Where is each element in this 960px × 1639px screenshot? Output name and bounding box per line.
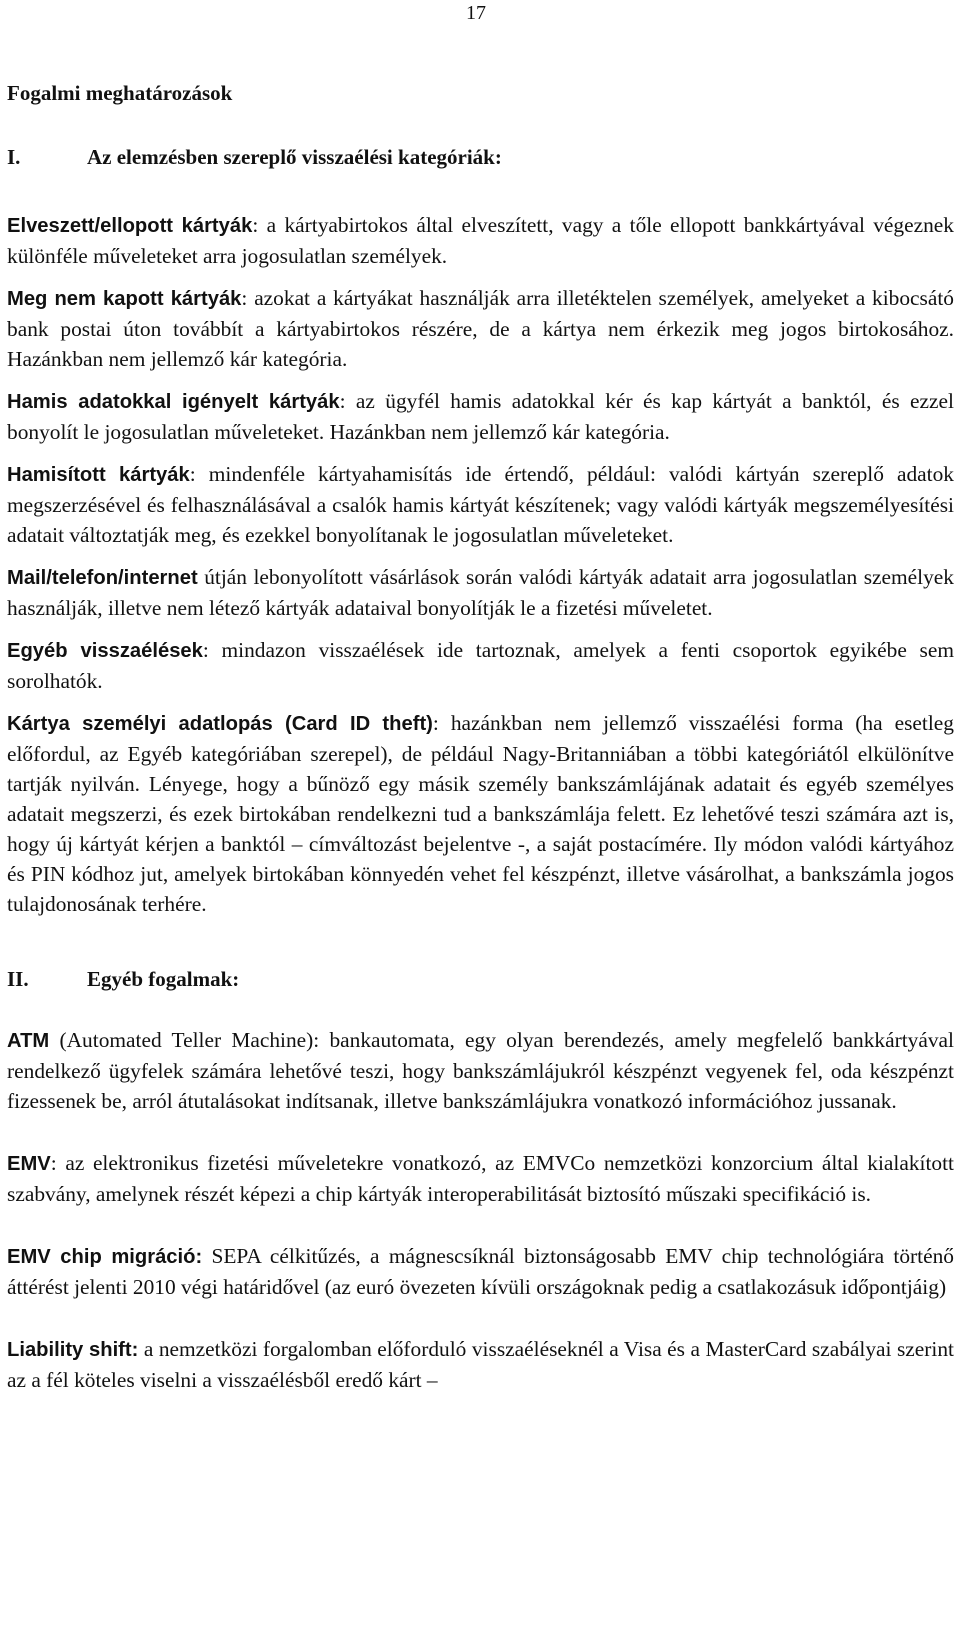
page-title: Fogalmi meghatározások (7, 81, 233, 105)
definition-term: Egyéb visszaélések (7, 640, 203, 662)
term-separator: : (202, 638, 222, 662)
definition-term: Elveszett/ellopott kártyák (7, 215, 253, 237)
definition-other-fraud (7, 635, 954, 696)
definition-term: Hamisított kártyák (7, 464, 190, 486)
section-number: I. (7, 145, 21, 169)
definition-text: (Automated Teller Machine): bankautomata, egy olyan berendezés, amely megfelelő bankkártyával rendelkező ügyfelek számára lehetővé teszi, hogy bankszámlájukról készpénzt vegyenek fel, oda készpénzt fizessenek be, arról átutalásokat indítsanak, illetve bankszámlájukra vonatkozó információhoz jussanak. (7, 1028, 954, 1113)
definition-false-application (7, 386, 954, 447)
page-number: 17 (466, 2, 486, 24)
section-heading-1 (7, 142, 954, 172)
definition-emv (7, 1148, 954, 1209)
definition-text: a kártyabirtokos által elveszített, vagy a tőle ellopott bankkártyával végeznek különféle műveleteket arra jogosulatlan személyek. (7, 213, 954, 268)
definition-emv-chip-migration (7, 1241, 954, 1302)
section-number: II. (7, 967, 29, 991)
section-heading-2 (7, 964, 954, 994)
definition-card-not-present (7, 562, 954, 623)
definition-term: Hamis adatokkal igényelt kártyák (7, 391, 340, 413)
term-separator: : (189, 462, 209, 486)
term-separator: : (339, 389, 356, 413)
definition-text: azokat a kártyákat használják arra illetéktelen személyek, amelyeket a kibocsátó bank postai úton továbbít a kártyabirtokos részére, de a kártya nem érkezik meg jogos birtokosához. Hazánkban nem jellemző kár kategória. (7, 286, 954, 371)
section-title: Egyéb fogalmak: (87, 967, 240, 991)
definition-text: az elektronikus fizetési műveletekre vonatkozó, az EMVCo nemzetközi konzorcium által kialakított szabvány, amelynek részét képezi a chip kártyák interoperabilitását biztosító műszaki specifikáció is. (7, 1151, 955, 1206)
definition-not-received (7, 283, 954, 374)
definition-text: a nemzetközi forgalomban előforduló visszaéléseknél a Visa és a MasterCard szabályai szerint az a fél köteles viselni a visszaélésből eredő kárt – (7, 1337, 954, 1392)
definition-term: EMV (7, 1153, 51, 1175)
term-separator: : (252, 213, 267, 237)
term-separator: : (432, 711, 451, 735)
term-separator: : (241, 286, 255, 310)
definition-term: Liability shift: (7, 1339, 139, 1361)
section-title: Az elemzésben szereplő visszaélési kategóriák: (87, 145, 502, 169)
definition-counterfeit (7, 459, 954, 550)
definition-text: mindenféle kártyahamisítás ide értendő, például: valódi kártyán szereplő adatok megszerzésével és felhasználásával a csalók hamis kártyát készítenek; vagy valódi kártyák megszemélyesítési adatait változtatják meg, és ezekkel bonyolítanak le jogosulatlan műveleteket. (7, 462, 955, 547)
definition-lost-stolen (7, 210, 954, 271)
definition-text: SEPA célkitűzés, a mágnescsíknál biztonságosabb EMV chip technológiára történő áttérést jelenti 2010 végi határidővel (az euró övezeten kívüli országoknak pedig a csatlakozásuk időpontjáig) (7, 1244, 954, 1299)
definition-term: EMV chip migráció: (7, 1246, 203, 1268)
definition-liability-shift (7, 1334, 954, 1395)
term-separator: : (50, 1151, 66, 1175)
definition-card-id-theft (7, 708, 954, 919)
definition-atm (7, 1025, 954, 1116)
definition-text: útján lebonyolított vásárlások során valódi kártyák adatait arra jogosulatlan személyek használják, illetve nem létező kártyák adataival bonyolítják le a fizetési műveletet. (7, 565, 954, 620)
definition-term: Meg nem kapott kártyák (7, 288, 242, 310)
definition-text: hazánkban nem jellemző visszaélési forma (ha esetleg előfordul, az Egyéb kategóriában szerepel), de például Nagy-Britanniában a többi kategóriától elkülönítve tartják nyilván. Lényege, hogy a bűnöző egy másik személy bankszámlájának adatait és egyéb személyes adatait megszerzi, és ezek birtokában rendelkezni tud a bankszámlája felett. Ez lehetővé teszi számára azt is, hogy új kártyát kérjen a banktól – címváltozást bejelentve -, a saját postacímére. Ily módon valódi kártyához és PIN kódhoz jut, amelyek birtokában könnyedén vehet fel készpénzt, illetve vásárolhat, a bankszámla jogos tulajdonosának terhére. (7, 711, 954, 916)
definition-text: mindazon visszaélések ide tartoznak, amelyek a fenti csoportok egyikébe sem sorolhatók. (7, 638, 954, 693)
term-separator (49, 1028, 59, 1052)
definition-text: az ügyfél hamis adatokkal kér és kap kártyát a banktól, és ezzel bonyolít le jogosulatlan műveleteket. Hazánkban nem jellemző kár kategória. (7, 389, 954, 444)
definition-term: ATM (7, 1030, 50, 1052)
definition-term: Kártya személyi adatlopás (Card ID theft) (7, 713, 433, 735)
definition-term: Mail/telefon/internet (7, 567, 198, 589)
document-body (7, 78, 954, 1395)
